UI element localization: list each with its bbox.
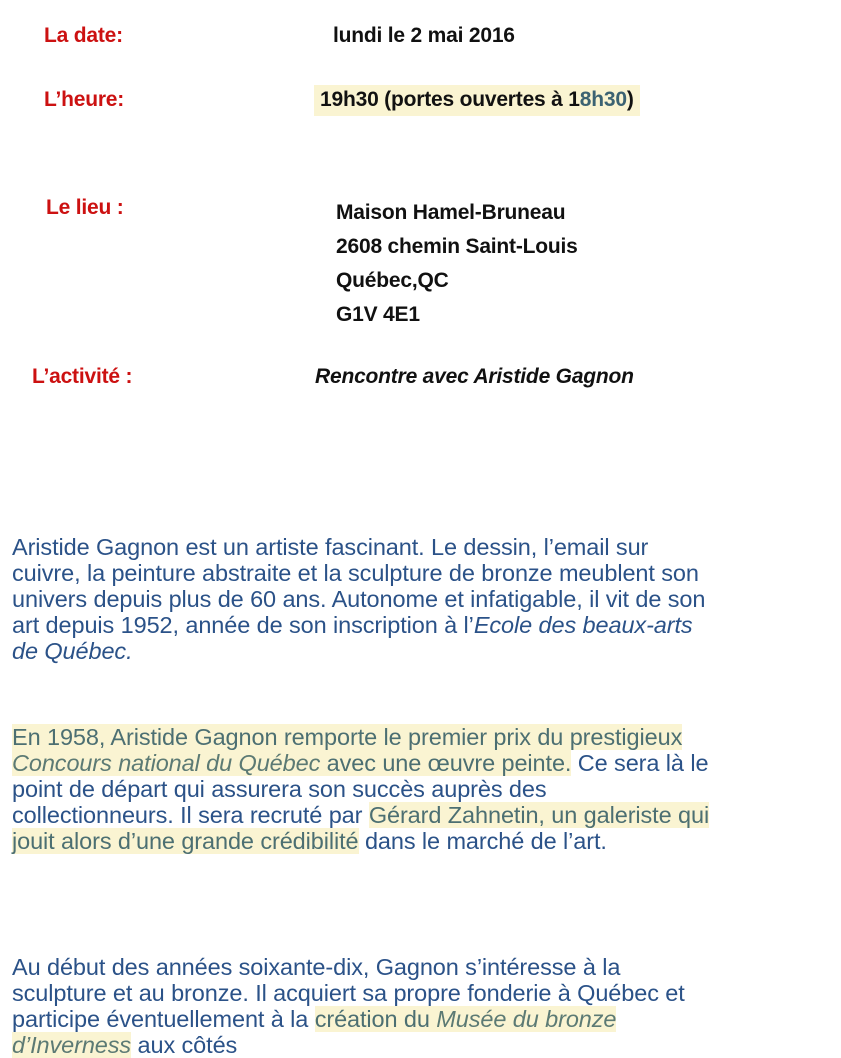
p2-highlight-second: Gérard Zahnetin, un galeriste qui jouit alors d’une grande crédibilité xyxy=(12,801,710,854)
p2-text-part-b: Ce sera là le point de départ qui assurera son succès auprès des collectionneurs. Il sera recruté par xyxy=(12,749,709,828)
venue-line-street: 2608 chemin Saint-Louis xyxy=(336,235,578,258)
heure-main-text: 19h30 (portes ouvertes à 1 xyxy=(320,88,580,111)
heure-highlight xyxy=(314,85,640,116)
venue-line-postal-code: G1V 4E1 xyxy=(336,303,420,326)
label-lieu: Le lieu : xyxy=(46,196,124,219)
value-activite: Rencontre avec Aristide Gagnon xyxy=(315,365,634,388)
p3-text-part-c: aux côtés xyxy=(131,1031,238,1058)
biography-paragraph-2 xyxy=(12,724,712,854)
p2-text-part-a-tail: avec une œuvre peinte. xyxy=(320,749,572,776)
biography-paragraph-3 xyxy=(12,954,712,1058)
venue-address xyxy=(336,196,578,332)
p3-highlight-lead-in: création du xyxy=(314,1005,437,1032)
value-heure xyxy=(320,88,634,112)
p1-italic-school-name: Ecole des beaux-arts de Québec. xyxy=(12,611,693,664)
p2-text-part-d: dans le marché de l’art. xyxy=(358,827,607,854)
label-date: La date: xyxy=(44,24,123,47)
label-heure: L’heure: xyxy=(44,88,125,111)
p2-italic-contest-name: Concours national du Québec xyxy=(12,749,321,776)
venue-line-name: Maison Hamel-Bruneau xyxy=(336,201,566,224)
p2-text-part-a: En 1958, Aristide Gagnon remporte le premier prix du prestigieux xyxy=(12,723,683,750)
heure-accent-text: 8h30 xyxy=(579,88,627,111)
value-date: lundi le 2 mai 2016 xyxy=(333,24,515,47)
label-activite: L’activité : xyxy=(32,365,133,388)
p1-text-part-a: Aristide Gagnon est un artiste fascinant. Le dessin, l’email sur cuivre, la peinture abstraite et la sculpture de bronze meublent son univers depuis plus de 60 ans. Autonome et infatigable, il vit de son art depuis 1952, année de son inscription à l’ xyxy=(12,533,706,638)
p3-text-part-a: Au début des années soixante-dix, Gagnon s’intéresse à la sculpture et au bronze. Il acquiert sa propre fonderie à Québec et participe éventuellement à la xyxy=(12,953,685,1032)
biography-paragraph-1 xyxy=(12,534,712,664)
p3-italic-museum-name: Musée du bronze d’Inverness xyxy=(12,1005,617,1058)
heure-tail-text: ) xyxy=(626,88,634,111)
venue-line-city: Québec,QC xyxy=(336,269,449,292)
